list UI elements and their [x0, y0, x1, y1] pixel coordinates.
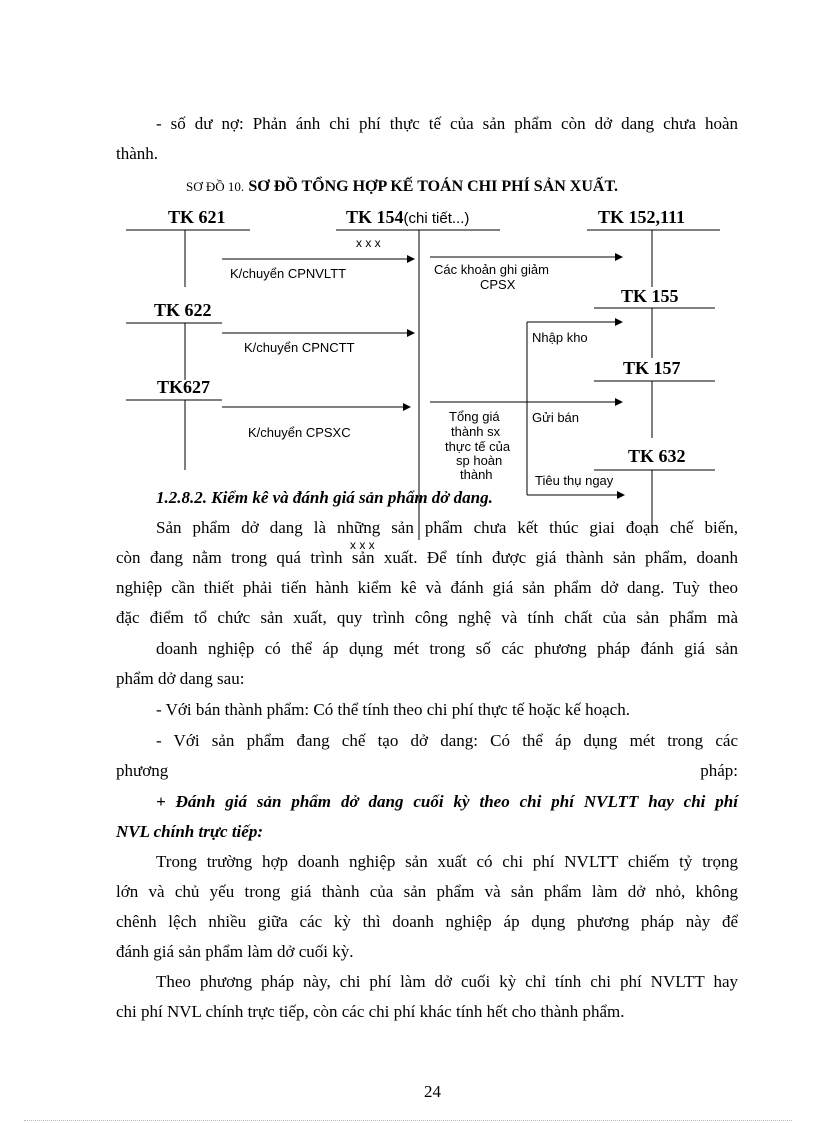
gia-thanh-line-3: thực tế của [445, 439, 511, 454]
xxx-top: x x x [356, 236, 381, 250]
p2-line-2: phẩm dở dang sau: [116, 669, 245, 688]
p1-line-1: Sản phẩm dở dang là những sản phẩm chưa kết thúc giai đoạn chế biến, [156, 518, 738, 537]
p1-line-4: đặc điểm tổ chức sản xuất, quy trình công nghệ và tính chất của sản phẩm mà [116, 608, 738, 627]
p5-line-2: lớn và chủ yếu trong giá thành của sản phẩm và sản phẩm làm dở nhỏ, không [116, 882, 738, 901]
tk154-note: (chi tiết...) [403, 210, 470, 227]
giam-line-2: CPSX [480, 277, 516, 292]
p5-line-4: đánh giá sản phẩm làm dở cuối kỳ. [116, 942, 354, 961]
heading2-line-2: NVL chính trực tiếp: [116, 822, 263, 841]
gia-thanh-line-4: sp hoàn [456, 453, 503, 468]
kc-nc-label: K/chuyển CPNCTT [244, 340, 355, 355]
intro-line-1: - số dư nợ: Phản ánh chi phí thực tế của sản phẩm còn dở dang chưa hoàn [156, 114, 738, 133]
gia-thanh-line-2: thành sx [451, 424, 501, 439]
p5-line-3: chênh lệch nhiều giữa các kỳ thì doanh nghiệp áp dụng phương pháp này để [116, 912, 738, 931]
p5-line-1: Trong trường hợp doanh nghiệp sản xuất có chi phí NVLTT chiếm tỷ trọng [156, 852, 738, 871]
tk155-label: TK 155 [621, 286, 679, 306]
tk152-label: TK 152,111 [598, 207, 686, 227]
heading2-line-1: + Đánh giá sản phẩm dở dang cuối kỳ theo chi phí NVLTT hay chi phí [156, 792, 738, 811]
giam-line-1: Các khoản ghi giảm [434, 262, 549, 277]
diagram-title-prefix: SƠ ĐỒ 10. [186, 179, 245, 194]
p3: - Với bán thành phẩm: Có thể tính theo chi phí thực tế hoặc kế hoạch. [156, 700, 630, 719]
p1-line-3: nghiệp cần thiết phải tiến hành kiểm kê và đánh giá sản phẩm dở dang. Tuỳ theo [116, 578, 738, 597]
xxx-bottom: x x x [350, 538, 375, 552]
tk627-label: TK627 [157, 377, 211, 397]
tk154-label [346, 207, 469, 228]
tk632-label: TK 632 [628, 446, 686, 466]
p4-line-1: - Với sản phẩm đang chế tạo dở dang: Có thể áp dụng mét trong các [156, 731, 738, 750]
diagram-title-main: SƠ ĐỒ TỔNG HỢP KẾ TOÁN CHI PHÍ SẢN XUẤT. [248, 178, 618, 195]
tieu-thu-label: Tiêu thụ ngay [535, 473, 614, 488]
p2-line-1: doanh nghiệp có thể áp dụng mét trong số các phương pháp đánh giá sản [156, 639, 738, 658]
p1-line-2: còn đang nằm trong quá trình sản xuất. Để tính được giá thành sản phẩm, doanh [116, 548, 738, 567]
p4-word-right: pháp: [700, 761, 738, 780]
page-number: 24 [424, 1082, 441, 1101]
footer-rule [24, 1120, 792, 1121]
gia-thanh-line-5: thành [460, 467, 493, 482]
gui-ban-label: Gửi bán [532, 410, 580, 425]
tk621-label: TK 621 [168, 207, 226, 227]
diagram-title [186, 176, 618, 196]
section-heading: 1.2.8.2. Kiểm kê và đánh giá sản phẩm dở dang. [156, 488, 493, 507]
p6-line-2: chi phí NVL chính trực tiếp, còn các chi phí khác tính hết cho thành phẩm. [116, 1002, 625, 1021]
kc-nvl-label: K/chuyển CPNVLTT [230, 266, 347, 281]
nhap-kho-label: Nhập kho [532, 330, 588, 345]
intro-line-2: thành. [116, 144, 159, 163]
p4-word-left: phương [116, 761, 169, 780]
kc-sxc-label: K/chuyển CPSXC [248, 425, 351, 440]
tk157-label: TK 157 [623, 358, 681, 378]
tk154-code: TK 154 [346, 207, 404, 227]
tk622-label: TK 622 [154, 300, 212, 320]
gia-thanh-line-1: Tổng giá [449, 409, 500, 424]
p6-line-1: Theo phương pháp này, chi phí làm dở cuối kỳ chỉ tính chi phí NVLTT hay [156, 972, 738, 991]
